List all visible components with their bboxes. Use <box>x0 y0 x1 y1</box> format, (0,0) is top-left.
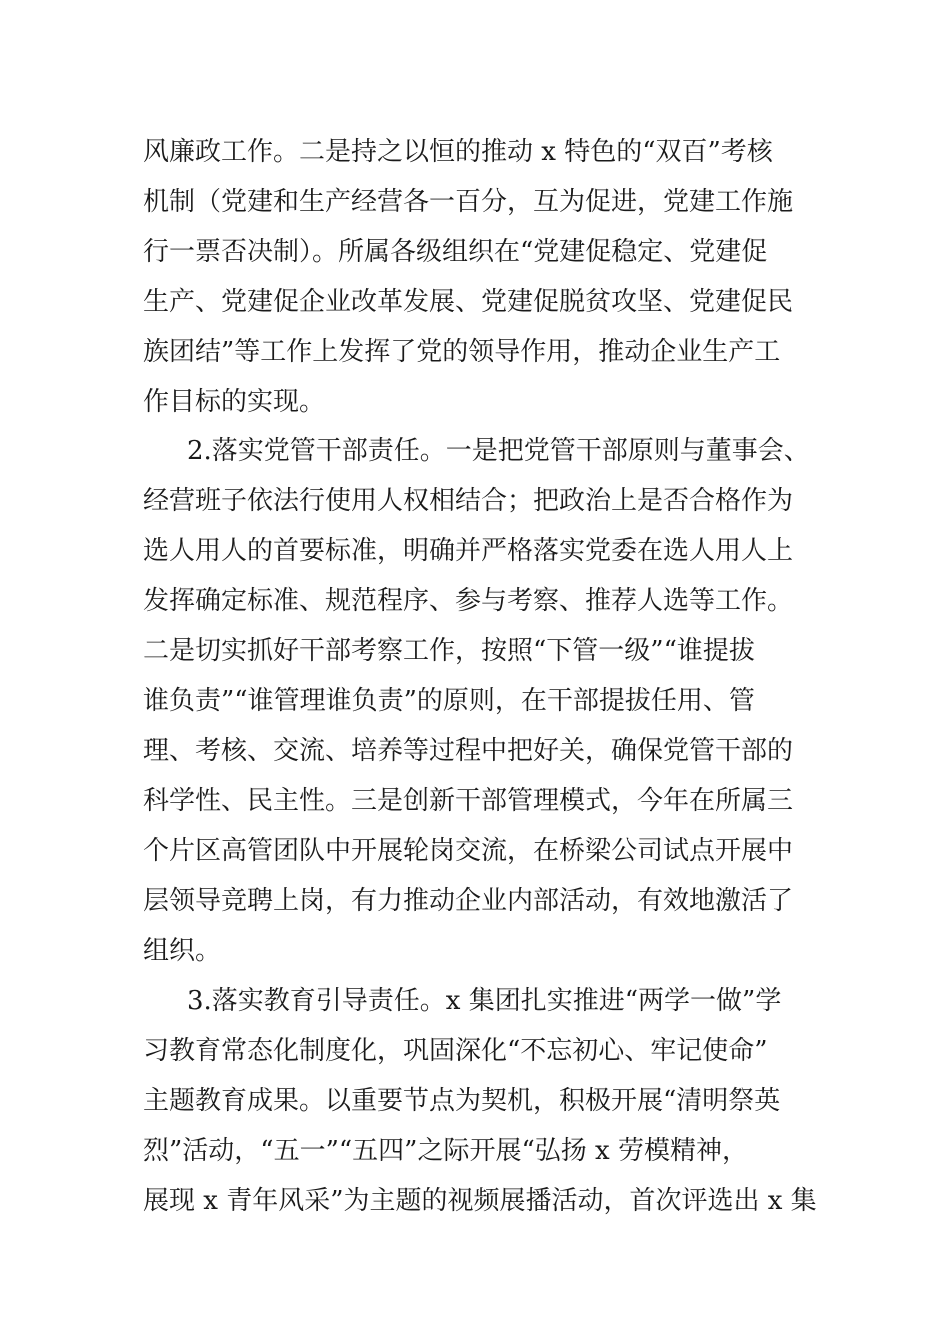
text-line: 机制（党建和生产经营各一百分，互为促进，党建工作施 <box>143 187 794 217</box>
text-line: 个片区高管团队中开展轮岗交流，在桥梁公司试点开展中 <box>143 836 794 866</box>
text-line: 组织。 <box>143 936 222 966</box>
text-line: 风廉政工作。二是持之以恒的推动 x 特色的“双百”考核 <box>143 137 773 167</box>
text-line: 行一票否决制）。所属各级组织在“党建促稳定、党建促 <box>143 237 768 267</box>
text-line: 选人用人的首要标准，明确并严格落实党委在选人用人上 <box>143 536 794 566</box>
text-line: 层领导竞聘上岗，有力推动企业内部活动，有效地激活了 <box>143 886 794 916</box>
paragraph-heading-line: 2.落实党管干部责任。一是把党管干部原则与董事会、 <box>187 436 810 466</box>
text-line: 二是切实抓好干部考察工作，按照“下管一级”“谁提拔 <box>143 636 755 666</box>
text-line: 族团结”等工作上发挥了党的领导作用，推动企业生产工 <box>143 337 781 367</box>
text-line: 经营班子依法行使用人权相结合；把政治上是否合格作为 <box>143 486 794 516</box>
text-line: 谁负责”“谁管理谁负责”的原则，在干部提拔任用、管 <box>143 686 755 716</box>
text-line: 生产、党建促企业改革发展、党建促脱贫攻坚、党建促民 <box>143 287 794 317</box>
text-line: 习教育常态化制度化，巩固深化“不忘初心、牢记使命” <box>143 1036 768 1066</box>
text-line: 理、考核、交流、培养等过程中把好关，确保党管干部的 <box>143 736 794 766</box>
text-line: 主题教育成果。以重要节点为契机，积极开展“清明祭英 <box>143 1086 781 1116</box>
text-line: 烈”活动，“五一”“五四”之际开展“弘扬 x 劳模精神， <box>143 1136 748 1166</box>
paragraph-heading-line: 3.落实教育引导责任。x 集团扎实推进“两学一做”学 <box>187 986 782 1016</box>
text-line: 展现 x 青年风采”为主题的视频展播活动，首次评选出 x 集 <box>143 1186 817 1216</box>
text-line: 科学性、民主性。三是创新干部管理模式，今年在所属三 <box>143 786 794 816</box>
text-line: 发挥确定标准、规范程序、参与考察、推荐人选等工作。 <box>143 586 794 616</box>
text-line: 作目标的实现。 <box>143 387 326 417</box>
